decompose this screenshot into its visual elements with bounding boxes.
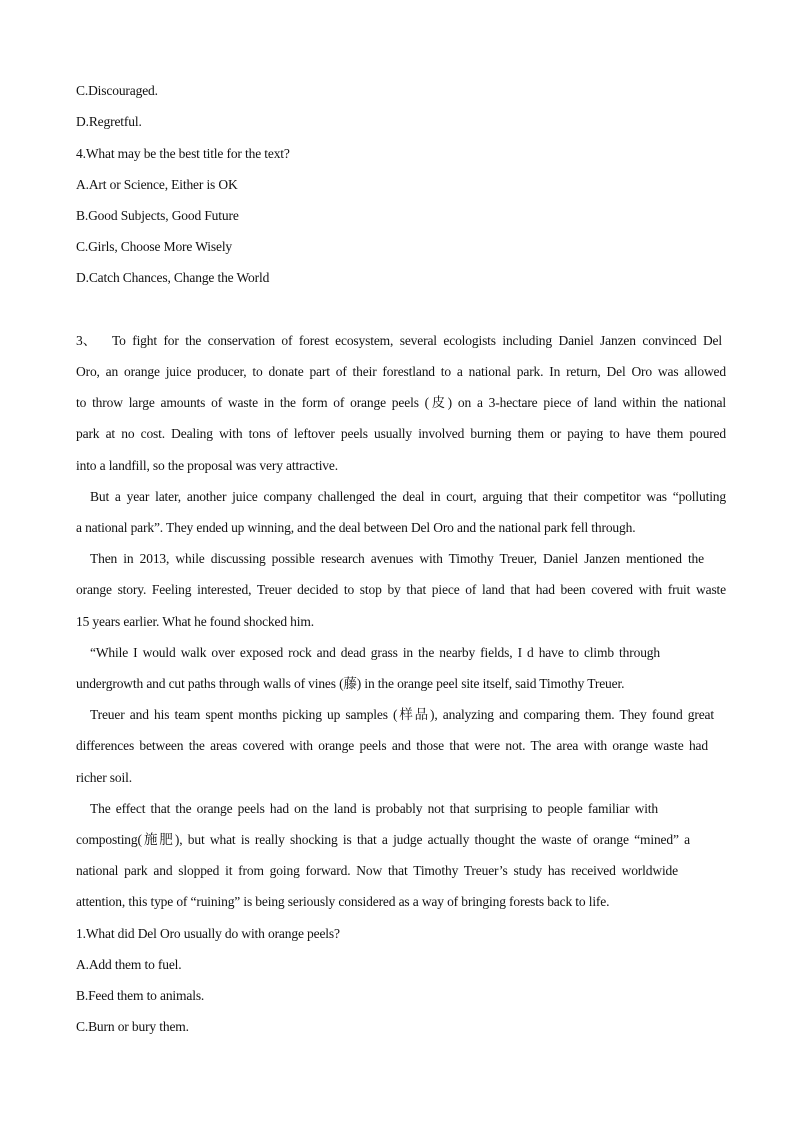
question-4-option-a: A.Art or Science, Either is OK — [76, 177, 238, 192]
passage-line: But a year later, another juice company challenged the deal in court, arguing that their competitor was “polluting — [90, 489, 726, 504]
passage-line: orange story. Feeling interested, Treuer decided to stop by that piece of land that had been covered with fruit waste — [76, 582, 726, 597]
passage-number: 3、 — [76, 333, 97, 348]
passage-line: composting(施肥), but what is really shocking is that a judge actually thought the waste of orange “mined” a — [76, 832, 690, 847]
question-1-option-c: C.Burn or bury them. — [76, 1019, 189, 1034]
passage-line: Oro, an orange juice producer, to donate part of their forestland to a national park. In return, Del Oro was allowed — [76, 364, 726, 379]
passage-line: a national park”. They ended up winning, and the deal between Del Oro and the national park fell through. — [76, 520, 636, 535]
passage-line: To fight for the conservation of forest ecosystem, several ecologists including Daniel Janzen convinced Del — [112, 333, 722, 348]
passage-line: to throw large amounts of waste in the form of orange peels (皮) on a 3-hectare piece of land within the national — [76, 395, 726, 410]
passage-line: park at no cost. Dealing with tons of leftover peels usually involved burning them or paying to have them poured — [76, 426, 726, 441]
passage-line: Then in 2013, while discussing possible research avenues with Timothy Treuer, Daniel Janzen mentioned the — [90, 551, 704, 566]
question-1-option-a: A.Add them to fuel. — [76, 957, 182, 972]
option-d-prev: D.Regretful. — [76, 114, 142, 129]
option-c-prev: C.Discouraged. — [76, 83, 158, 98]
passage-line: richer soil. — [76, 770, 132, 785]
passage-line: The effect that the orange peels had on the land is probably not that surprising to people familiar with — [90, 801, 658, 816]
question-4-option-b: B.Good Subjects, Good Future — [76, 208, 239, 223]
passage-line: differences between the areas covered with orange peels and those that were not. The area with orange waste had — [76, 738, 708, 753]
passage-line: attention, this type of “ruining” is being seriously considered as a way of bringing forests back to life. — [76, 894, 610, 909]
question-1-stem: 1.What did Del Oro usually do with orange peels? — [76, 926, 340, 941]
passage-line: national park and slopped it from going forward. Now that Timothy Treuer’s study has received worldwide — [76, 863, 678, 878]
question-4-stem: 4.What may be the best title for the text? — [76, 146, 290, 161]
passage-line: 15 years earlier. What he found shocked him. — [76, 614, 314, 629]
passage-line: undergrowth and cut paths through walls of vines (藤) in the orange peel site itself, said Timothy Treuer. — [76, 676, 625, 691]
question-1-option-b: B.Feed them to animals. — [76, 988, 205, 1003]
passage-line: “While I would walk over exposed rock and dead grass in the nearby fields, I d have to climb through — [90, 645, 660, 660]
passage-line: Treuer and his team spent months picking up samples (样品), analyzing and comparing them. They found great — [90, 707, 714, 722]
question-4-option-c: C.Girls, Choose More Wisely — [76, 239, 233, 254]
passage-line: into a landfill, so the proposal was very attractive. — [76, 458, 338, 473]
question-4-option-d: D.Catch Chances, Change the World — [76, 270, 270, 285]
